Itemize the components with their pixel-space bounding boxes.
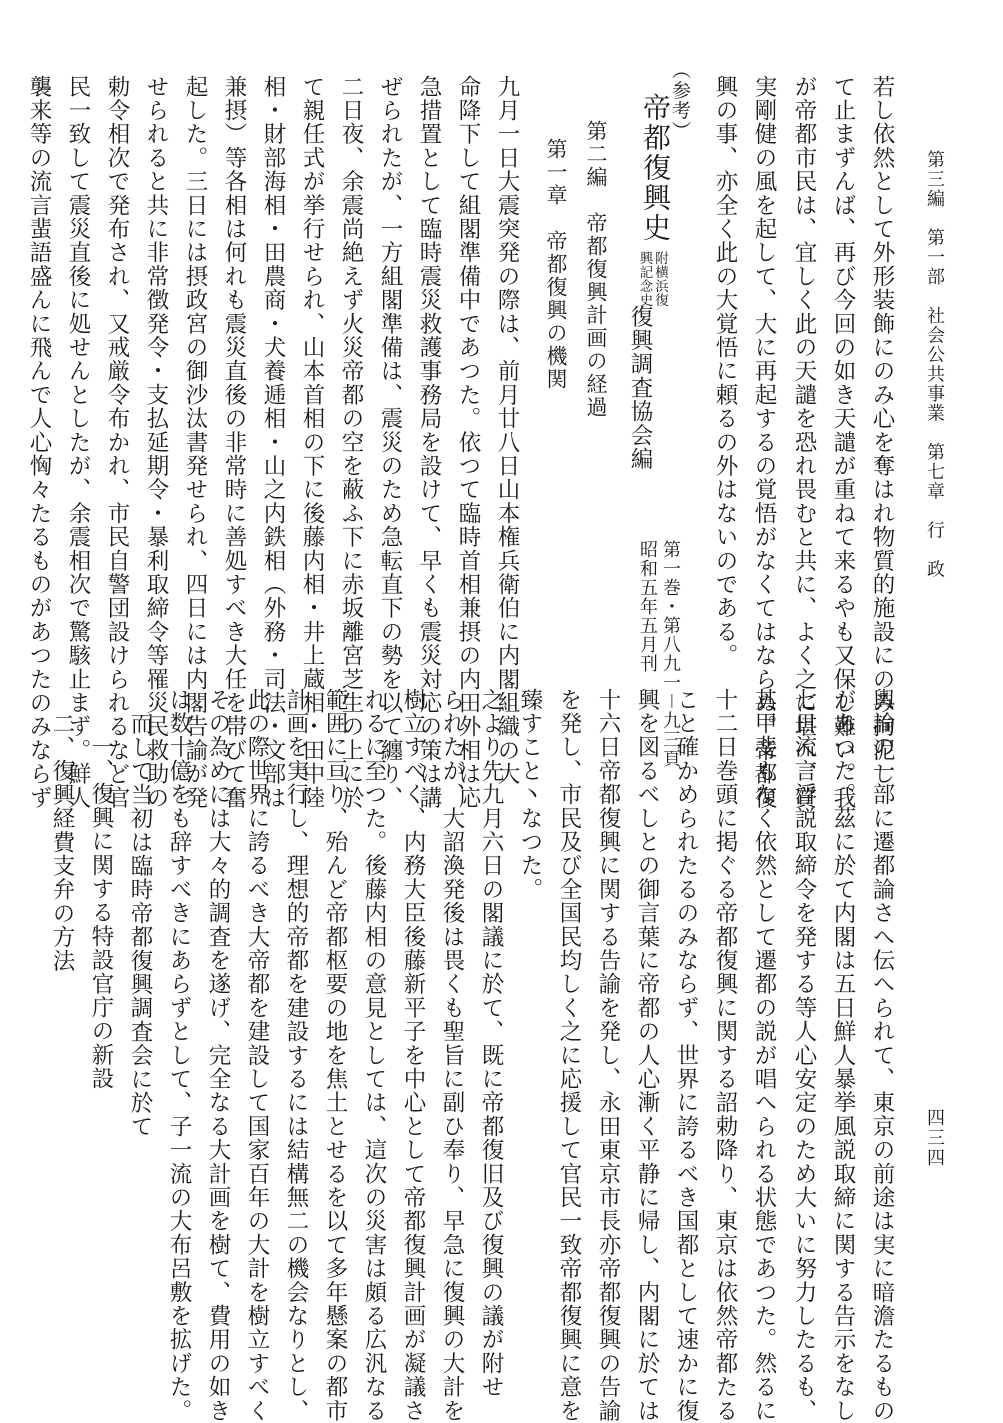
running-title: 第三編 第一部 社会公共事業 第七章 行 政 [924, 150, 945, 579]
reference-editor: 復興調査協会編 [627, 305, 653, 471]
upper-text-column: 実剛健の風を起して、大に再起するの覚悟がなくてはならぬ。帝都復 [751, 75, 777, 810]
lower-text-column: があつた。茲に於て内閣は五日鮮人暴挙風説取締に関する告示をなし [830, 688, 856, 1423]
upper-text-column: 二日夜、余震尚絶えず火災帝都の空を蔽ふ下に赤坂離宮芝生の上に於 [338, 75, 364, 810]
upper-text-column: 相・財部海相・田農商・犬養逓相・山之内鉄相（外務・司法・文部は [260, 75, 286, 810]
reference-subtitle [635, 251, 667, 307]
lower-text-column: 十二日巻頭に掲ぐる帝都復興に関する詔勅降り、東京は依然帝都たる [712, 688, 738, 1423]
reference-block [635, 93, 672, 308]
lower-text-column: 計画を実行し、理想的帝都を建設するには結構無二の機会なりとし、 [283, 688, 309, 1423]
lower-text-column: 樹立すべく、内務大臣後藤新平子を中心として帝都復興計画が凝議さ [400, 688, 426, 1423]
upper-text-column: 民一致して震災直後に処せんとしたが、余震相次で驚駭止まず。鮮人 [65, 75, 91, 810]
reference-pub-info: 第一巻・第八九一－九三頁 [660, 540, 681, 768]
lower-text-column: 範囲に亘り、殆んど帝都枢要の地を焦土とせるを以て多年懸案の都市 [322, 688, 348, 1423]
lower-text-column: その為めには大々的調査を遂げ、完全なる大計画を樹て、費用の如き [205, 688, 231, 1423]
lower-text-column: 其甲斐もなく依然として遷都の説が唱へられる状態であつた。然るに [751, 688, 777, 1423]
lower-text-column: を発し、市民及び全国民均しく之に応援して官民一致帝都復興に意を [556, 688, 582, 1423]
upper-text-column: 兼摂）等各相は何れも震災直後の非常時に善処すべき大任を帯びて奮 [221, 75, 247, 810]
part-heading: 第二編 帝都復興計画の経過 [584, 120, 608, 419]
chapter-heading: 第一章 帝都復興の機関 [544, 138, 568, 391]
upper-text-column: 勅令相次で発布され、又戒厳令布かれ、市民自警団設けられるなど官 [104, 75, 130, 810]
reference-pub-info: 昭和五年五月刊 [637, 540, 658, 673]
upper-text-column: て止まずんば、再び今回の如き天譴が重ねて来るやも又保し難い。我 [830, 75, 856, 810]
list-item: 一、復興に関する特設官庁の新設 [88, 735, 114, 1091]
upper-text-column: 九月一日大震突発の際は、前月廿八日山本権兵衛伯に内閣組織の大 [494, 75, 520, 786]
lower-text-column: 此の際世界に誇るべき大帝都を建設して国家百年の大計を樹立すべく [244, 688, 270, 1423]
lower-text-column: 興を図るべしとの御言葉に帝都の人心漸く平静に帰し、内閣に於ては [634, 688, 660, 1423]
lower-text-column: られたが、大詔渙発後は畏くも聖旨に副ひ奉り、早急に復興の大計を [439, 688, 465, 1423]
lower-text-column: 七日流言浮説取締令を発する等人心安定のため大いに努力したるも、 [791, 688, 817, 1423]
upper-text-column: 急措置として臨時震災救護事務局を設けて、早くも震災対応の策は講 [416, 75, 442, 810]
lower-text-column: 十六日帝都復興に関する告諭を発し、永田東京市長亦帝都復興の告諭 [595, 688, 621, 1423]
lower-text-column: 之より先九月六日の閣議に於て、既に帝都復旧及び復興の議が附せ [478, 688, 504, 1400]
upper-text-column: 襲来等の流言蜚語盛んに飛んで人心恟々たるものがあつたのみならず [26, 75, 52, 810]
upper-text-column: が帝都市民は、宜しく此の天譴を恐れ畏むと共に、よく之に堪へ、質 [791, 75, 817, 810]
lower-text-column: は数十億をも辞すべきにあらずとして、子一流の大布呂敷を拡げた。 [166, 688, 192, 1423]
reference-subtitle-line: 附横浜復 [652, 251, 668, 308]
reference-tag: （参考） [669, 60, 691, 141]
reference-subtitle-line: 興記念史 [636, 251, 653, 308]
lower-text-column: 臻すこと丶なつた。 [517, 688, 543, 902]
upper-text-column: せられると共に非常徴発令・支払延期令・暴利取締令等罹災民救助の [143, 75, 169, 810]
lower-text-column: れるに至つた。後藤内相の意見としては、這次の災害は頗る広汎なる [361, 688, 387, 1423]
upper-text-column: 起した。三日には摂政宮の御沙汰書発せられ、四日には内閣告諭が発 [182, 75, 208, 810]
lower-text-column: こと確かめられたるのみならず、世界に誇るべき国都として速かに復 [673, 688, 699, 1423]
lower-text-column: 輿論の一部に遷都論さへ伝へられて、東京の前途は実に暗澹たるもの [869, 688, 895, 1423]
upper-text-column: 命降下して組閣準備中であつた。依つて臨時首相兼摂の内田外相は応 [455, 75, 481, 810]
upper-text-column: 興の事、亦全く此の大覚悟に頼るの外はないのである。 [712, 75, 738, 668]
page-number: 四三四 [924, 1108, 945, 1168]
list-item: 二、復興経費支弁の方法 [49, 712, 75, 973]
reference-title: 帝都復興史 [639, 93, 672, 243]
upper-text-column: ぜられたが、一方組閣準備は、震災のため急転直下の勢を以て纏り、 [377, 75, 403, 810]
upper-text-column: 若し依然として外形装飾にのみ心を奪はれ物質的施設にのみ拘泥し [869, 75, 895, 786]
upper-text-column: て親任式が挙行せられ、山本首相の下に後藤内相・井上蔵相・田中陸 [299, 75, 325, 810]
lower-text-column: 而して当初は臨時帝都復興調査会に於て [127, 712, 153, 1139]
